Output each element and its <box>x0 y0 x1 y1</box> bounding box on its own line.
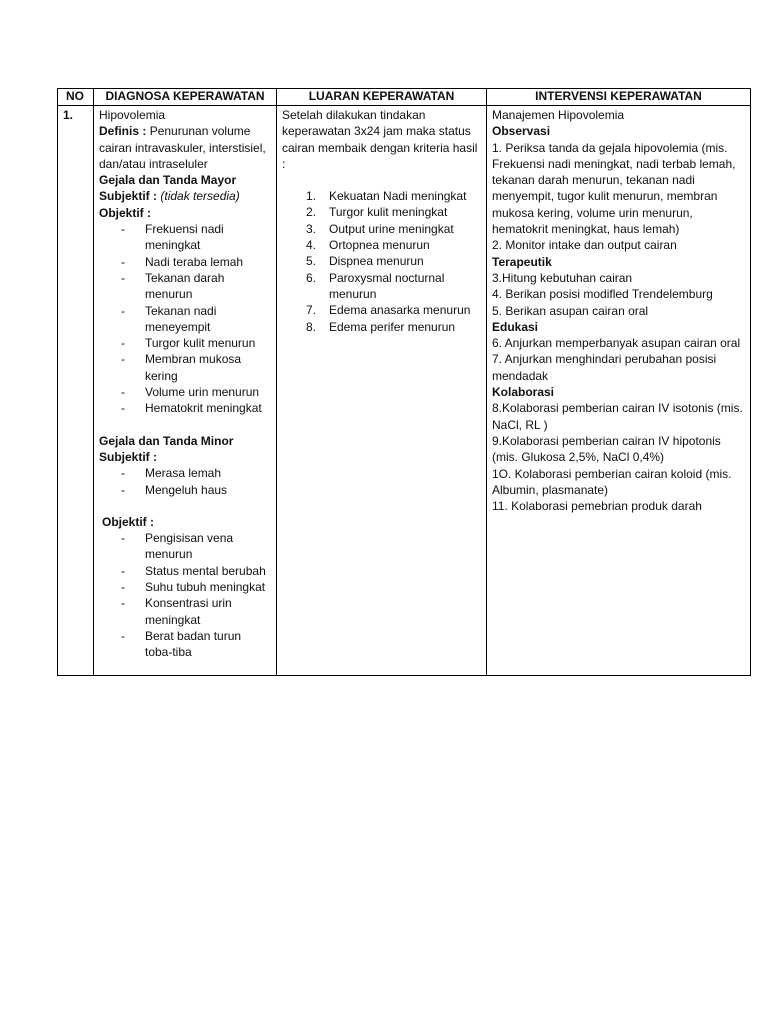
list-item <box>282 188 481 204</box>
mayor-objektif-label: Objektif : <box>99 205 152 220</box>
list-item: - Suhu tubuh meningkat <box>99 579 271 595</box>
header-no: NO <box>58 89 94 106</box>
kolaborasi-heading: Kolaborasi <box>492 385 555 400</box>
list-item: 6. Anjurkan memperbanyak asupan cairan oral <box>492 336 741 351</box>
list-item: 4. Berikan posisi modifled Trendelemburg <box>492 287 713 302</box>
definisi-text: Penurunan volume cairan intravaskuler, interstisiel, dan/atau intraseluler <box>99 124 266 171</box>
list-item: 9.Kolaborasi pemberian cairan IV hipotonis (mis. Glukosa 2,5%, NaCl 0,4%) <box>492 433 721 465</box>
item-number: 1. <box>306 189 317 204</box>
list-item: - Turgor kulit menurun <box>99 335 271 351</box>
item-number: 4. <box>306 238 317 253</box>
mayor-subjektif-label: Subjektif : <box>99 189 158 204</box>
header-intervensi: INTERVENSI KEPERAWATAN <box>487 89 751 106</box>
list-item: 1. Periksa tanda da gejala hipovolemia (mis. Frekuensi nadi meningkat, nadi terbab lemah, tekanan darah menurun, tekanan nadi menyempit, tugor kulit menurun, membran mukosa kering, volume urin menurun, hematokrit meningkat, haus lemah) <box>492 140 736 237</box>
spacer <box>99 417 271 433</box>
luaran-intro: Setelah dilakukan tindakan keperawatan 3x24 jam maka status cairan membaik dengan kriteria hasil : <box>282 108 478 171</box>
minor-subjektif-label: Subjektif : <box>99 449 158 464</box>
item-text: Dispnea menurun <box>329 254 424 269</box>
list-item: 5. Berikan asupan cairan oral <box>492 303 649 318</box>
spacer <box>282 172 481 188</box>
item-text: Edema perifer menurun <box>329 319 456 334</box>
list-item: - Status mental berubah <box>99 563 271 579</box>
list-item: - Tekanan nadi meneyempit <box>99 303 271 336</box>
list-item <box>282 237 481 253</box>
item-text: Ortopnea menurun <box>329 238 430 253</box>
list-item: 7. Anjurkan menghindari perubahan posisi mendadak <box>492 352 717 383</box>
item-number: 3. <box>306 221 317 236</box>
list-item <box>282 204 481 220</box>
list-item: 8.Kolaborasi pemberian cairan IV isotonis (mis. NaCl, RL ) <box>492 401 743 432</box>
item-text: Turgor kulit meningkat <box>329 205 448 220</box>
diagnosa-title: Hipovolemia <box>99 108 166 122</box>
list-item <box>282 302 481 318</box>
list-item: - Volume urin menurun <box>99 384 271 400</box>
terapeutik-heading: Terapeutik <box>492 254 552 269</box>
list-item: - Merasa lemah <box>99 465 271 481</box>
observasi-heading: Observasi <box>492 124 551 139</box>
minor-subjektif-list <box>99 465 271 498</box>
list-item <box>282 253 481 269</box>
nursing-care-table <box>57 88 751 676</box>
item-number: 5. <box>306 254 317 269</box>
list-item: - Berat badan turun toba-tiba <box>99 628 271 661</box>
list-item: - Konsentrasi urin meningkat <box>99 595 271 628</box>
intervensi-title: Manajemen Hipovolemia <box>492 108 625 122</box>
kriteria-list <box>282 188 481 335</box>
definisi-label: Definis : <box>99 124 147 139</box>
minor-objektif-label: Objektif : <box>102 514 155 529</box>
minor-heading: Gejala dan Tanda Minor <box>99 433 234 448</box>
mayor-subjektif <box>99 188 271 204</box>
minor-objektif-list <box>99 530 271 660</box>
list-item: 3.Hitung kebutuhan cairan <box>492 270 633 285</box>
list-item: - Pengisisan vena menurun <box>99 530 271 563</box>
item-number: 7. <box>306 303 317 318</box>
intervensi-cell <box>487 106 751 676</box>
item-text: Edema anasarka menurun <box>329 303 471 318</box>
mayor-objektif-list <box>99 221 271 417</box>
mayor-heading: Gejala dan Tanda Mayor <box>99 173 237 188</box>
item-text: Output urine meningkat <box>329 221 454 236</box>
luaran-cell <box>277 106 487 676</box>
spacer <box>99 498 271 514</box>
item-number: 6. <box>306 270 317 285</box>
list-item: - Nadi teraba lemah <box>99 254 271 270</box>
header-diagnosa: DIAGNOSA KEPERAWATAN <box>94 89 277 106</box>
list-item: - Membran mukosa kering <box>99 351 271 384</box>
list-item <box>282 221 481 237</box>
item-number: 8. <box>306 319 317 334</box>
row-number: 1. <box>58 106 94 676</box>
item-number: 2. <box>306 205 317 220</box>
list-item: 11. Kolaborasi pemebrian produk darah <box>492 499 702 514</box>
list-item: - Tekanan darah menurun <box>99 270 271 303</box>
edukasi-heading: Edukasi <box>492 319 539 334</box>
list-item: - Mengeluh haus <box>99 482 271 498</box>
table-row <box>58 106 751 676</box>
header-luaran: LUARAN KEPERAWATAN <box>277 89 487 106</box>
diagnosa-cell <box>94 106 277 676</box>
item-text: Kekuatan Nadi meningkat <box>329 189 467 204</box>
list-item <box>282 319 481 335</box>
item-text: Paroxysmal nocturnal menurun <box>329 270 445 301</box>
definisi <box>99 123 271 172</box>
list-item: - Hematokrit meningkat <box>99 400 271 416</box>
table-header-row <box>58 89 751 106</box>
list-item <box>282 270 481 303</box>
list-item: 1O. Kolaborasi pemberian cairan koloid (mis. Albumin, plasmanate) <box>492 466 732 497</box>
list-item: 2. Monitor intake dan output cairan <box>492 238 677 253</box>
mayor-subjektif-value: (tidak tersedia) <box>160 189 240 204</box>
list-item: - Frekuensi nadi meningkat <box>99 221 271 254</box>
